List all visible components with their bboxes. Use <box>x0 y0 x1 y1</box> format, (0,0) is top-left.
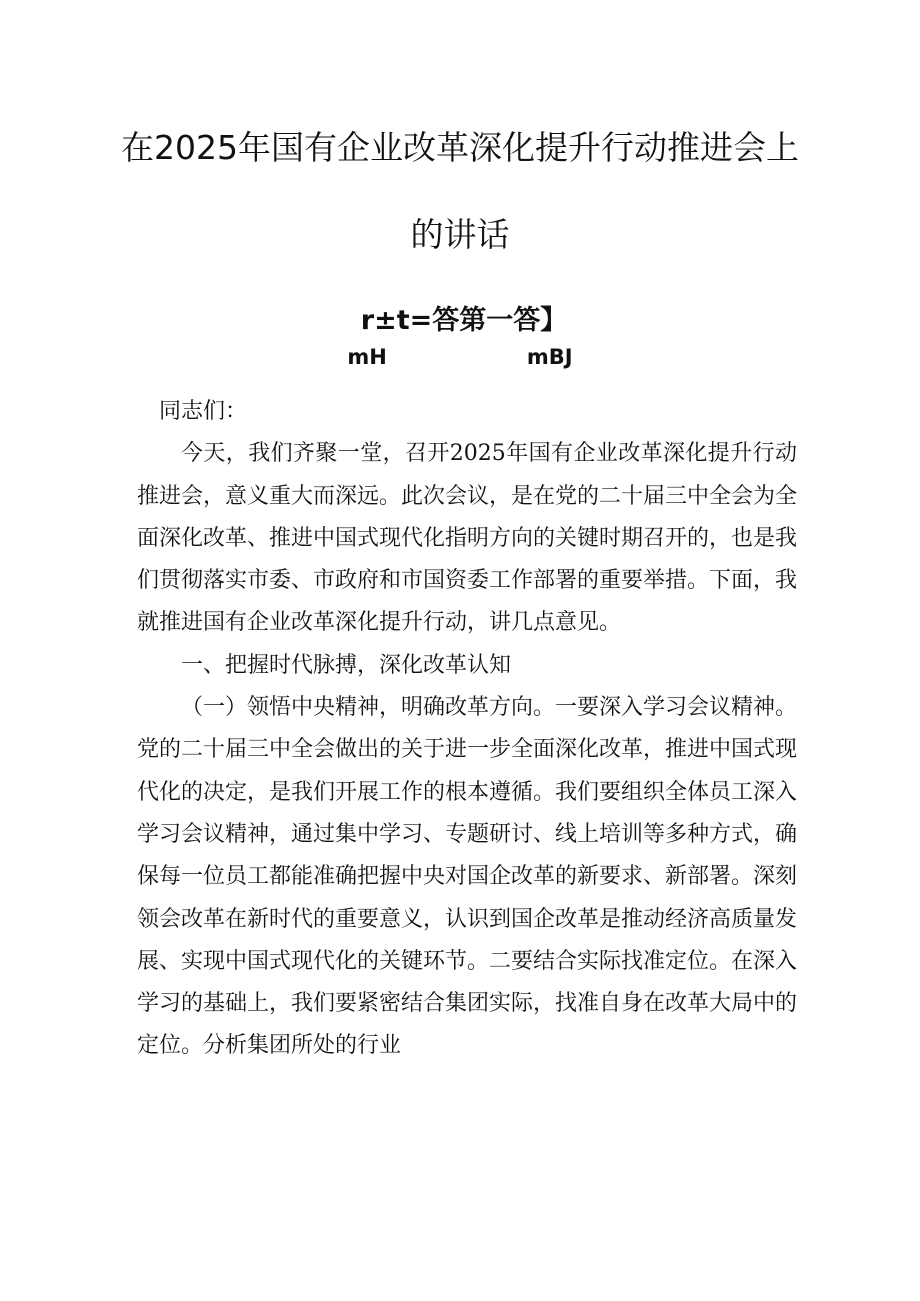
title-line-1: 在2025年国有企业改革深化提升行动推进会上 <box>121 128 799 167</box>
subtitle-garbled-line-2 <box>0 345 920 369</box>
section-heading-1: 一、把握时代脉搏，深化改革认知 <box>181 652 512 678</box>
document-body <box>137 391 797 1068</box>
subtitle-garbled-line-1: r±t=答第一答】 <box>360 305 568 336</box>
paragraph-intro: 今天，我们齐聚一堂，召开2025年国有企业改革深化提升行动推进会，意义重大而深远。此次会议，是在党的二十届三中全会为全面深化改革、推进中国式现代化指明方向的关键时期召开的，也是我们贯彻落实市委、市政府和市国资委工作部署的重要举措。下面，我就推进国有企业改革深化提升行动，讲几点意见。 <box>137 441 798 636</box>
garbled-right-text: mBJ <box>526 345 573 369</box>
salutation: 同志们： <box>159 399 248 424</box>
paragraph-section-1-1: （一）领悟中央精神，明确改革方向。一要深入学习会议精神。党的二十届三中全会做出的关于进一步全面深化改革，推进中国式现代化的决定，是我们开展工作的根本遵循。我们要组织全体员工深入学习会议精神，通过集中学习、专题研讨、线上培训等多种方式，确保每一位员工都能准确把握中央对国企改革的新要求、新部署。深刻领会改革在新时代的重要意义，认识到国企改革是推动经济高质量发展、实现中国式现代化的关键环节。二要结合实际找准定位。在深入学习的基础上，我们要紧密结合集团实际，找准自身在改革大局中的定位。分析集团所处的行业 <box>137 695 798 1059</box>
garbled-left-text: mH <box>347 345 387 369</box>
title-line-2: 的讲话 <box>410 215 510 254</box>
